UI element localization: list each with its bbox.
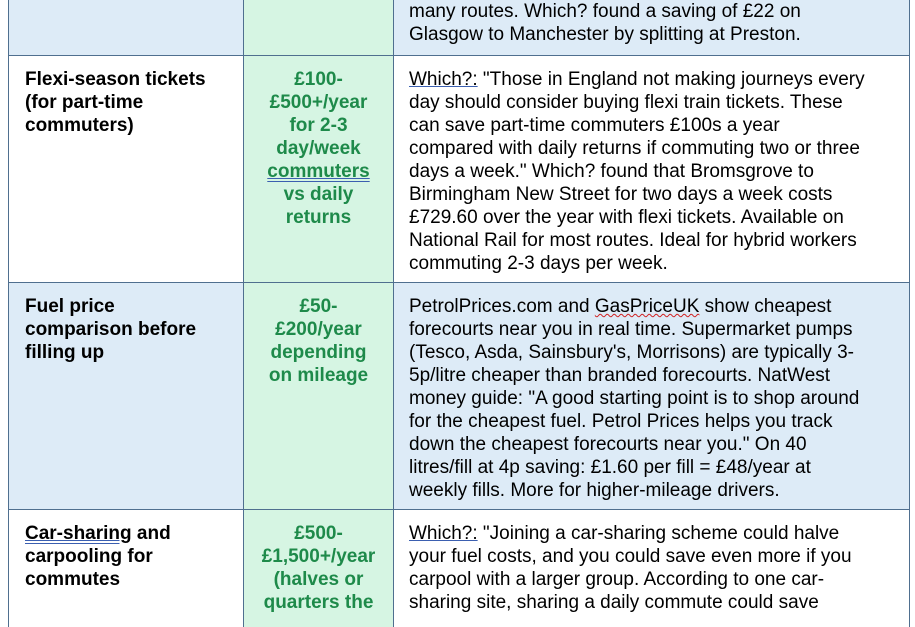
saving-line: on mileage bbox=[268, 365, 369, 386]
tip-name-word: and bbox=[131, 523, 171, 544]
saving-word: commuters bbox=[267, 161, 370, 182]
tip-name-line bbox=[25, 522, 237, 545]
detail-line: Birmingham New Street for two days a week costs bbox=[409, 184, 833, 205]
saving-line: returns bbox=[285, 207, 352, 228]
detail-line: 5p/litre cheaper than branded forecourts. NatWest bbox=[409, 365, 831, 386]
detail-line: sharing site, sharing a daily commute could save bbox=[409, 592, 819, 613]
detail-text: "Joining a car-sharing scheme could halve bbox=[477, 523, 840, 544]
tip-name-line: commutes bbox=[25, 569, 121, 590]
detail-line: Glasgow to Manchester by splitting at Preston. bbox=[409, 24, 801, 45]
saving-line: £1,500+/year bbox=[261, 546, 376, 567]
saving-line: quarters the bbox=[263, 592, 374, 613]
saving-line bbox=[256, 160, 381, 183]
tip-name-line: commuters) bbox=[25, 115, 134, 136]
detail-line bbox=[409, 68, 901, 91]
detail-line: weekly fills. More for higher-mileage drivers. bbox=[409, 480, 780, 501]
tip-name-cell bbox=[9, 510, 244, 627]
table-row bbox=[9, 510, 910, 627]
detail-line: National Rail for most routes. Ideal for hybrid workers bbox=[409, 230, 857, 251]
tip-name-cell bbox=[9, 56, 244, 283]
table-row bbox=[9, 0, 910, 56]
detail-cell bbox=[394, 56, 910, 283]
saving-line: £500+/year bbox=[269, 92, 368, 113]
savings-table bbox=[8, 0, 910, 627]
saving-line: £100- bbox=[294, 69, 343, 90]
tip-name-line: carpooling for bbox=[25, 546, 153, 567]
detail-line: your fuel costs, and you could save even more if you bbox=[409, 546, 852, 567]
table-row bbox=[9, 283, 910, 510]
saving-cell bbox=[244, 56, 394, 283]
detail-text: PetrolPrices.com and bbox=[409, 296, 595, 317]
detail-line: £729.60 over the year with flexi tickets. Available on bbox=[409, 207, 844, 228]
detail-line: days a week." Which? found that Bromsgrove to bbox=[409, 161, 814, 182]
source-name: Which?: bbox=[409, 523, 478, 544]
saving-line: £200/year bbox=[275, 319, 362, 340]
detail-line: litres/fill at 4p saving: £1.60 per fill = £48/year at bbox=[409, 457, 811, 478]
spellcheck-word: GasPriceUK bbox=[594, 296, 700, 317]
table-row bbox=[9, 56, 910, 283]
saving-line: depending bbox=[270, 342, 367, 363]
detail-cell bbox=[394, 0, 910, 56]
detail-line: for the cheapest fuel. Petrol Prices helps you track bbox=[409, 411, 833, 432]
saving-cell bbox=[244, 510, 394, 627]
saving-line: £50- bbox=[299, 296, 338, 317]
detail-line: carpool with a larger group. According to one car- bbox=[409, 569, 825, 590]
detail-cell bbox=[394, 283, 910, 510]
detail-text: show cheapest bbox=[699, 296, 832, 317]
tip-name-word: Car-sharing bbox=[25, 523, 132, 544]
tip-name-line: Flexi-season tickets bbox=[25, 69, 206, 90]
detail-line: compared with daily returns if commuting two or three bbox=[409, 138, 860, 159]
tip-name-line: (for part-time bbox=[25, 92, 144, 113]
saving-line: £500- bbox=[294, 523, 343, 544]
saving-line: day/week bbox=[276, 138, 361, 159]
detail-line: can save part-time commuters £100s a year bbox=[409, 115, 780, 136]
detail-line: (Tesco, Asda, Sainsbury's, Morrisons) are typically 3- bbox=[409, 342, 855, 363]
source-name: Which?: bbox=[409, 69, 478, 90]
tip-name-cell bbox=[9, 283, 244, 510]
detail-text: "Those in England not making journeys every bbox=[477, 69, 865, 90]
tip-name-line: Fuel price bbox=[25, 296, 115, 317]
detail-line: forecourts near you in real time. Supermarket pumps bbox=[409, 319, 853, 340]
detail-line: down the cheapest forecourts near you." On 40 bbox=[409, 434, 807, 455]
detail-line: many routes. Which? found a saving of £22 on bbox=[409, 1, 801, 22]
saving-cell bbox=[244, 283, 394, 510]
tip-name-line: comparison before bbox=[25, 319, 197, 340]
saving-cell bbox=[244, 0, 394, 56]
detail-line: day should consider buying flexi train tickets. These bbox=[409, 92, 843, 113]
tip-name-line: filling up bbox=[25, 342, 105, 363]
detail-line: money guide: "A good starting point is to shop around bbox=[409, 388, 860, 409]
detail-line bbox=[409, 295, 901, 318]
detail-line: commuting 2-3 days per week. bbox=[409, 253, 668, 274]
saving-line: vs daily bbox=[283, 184, 354, 205]
saving-line: (halves or bbox=[273, 569, 364, 590]
tip-name-cell bbox=[9, 0, 244, 56]
detail-line bbox=[409, 522, 901, 545]
detail-cell bbox=[394, 510, 910, 627]
saving-line: for 2-3 bbox=[289, 115, 348, 136]
